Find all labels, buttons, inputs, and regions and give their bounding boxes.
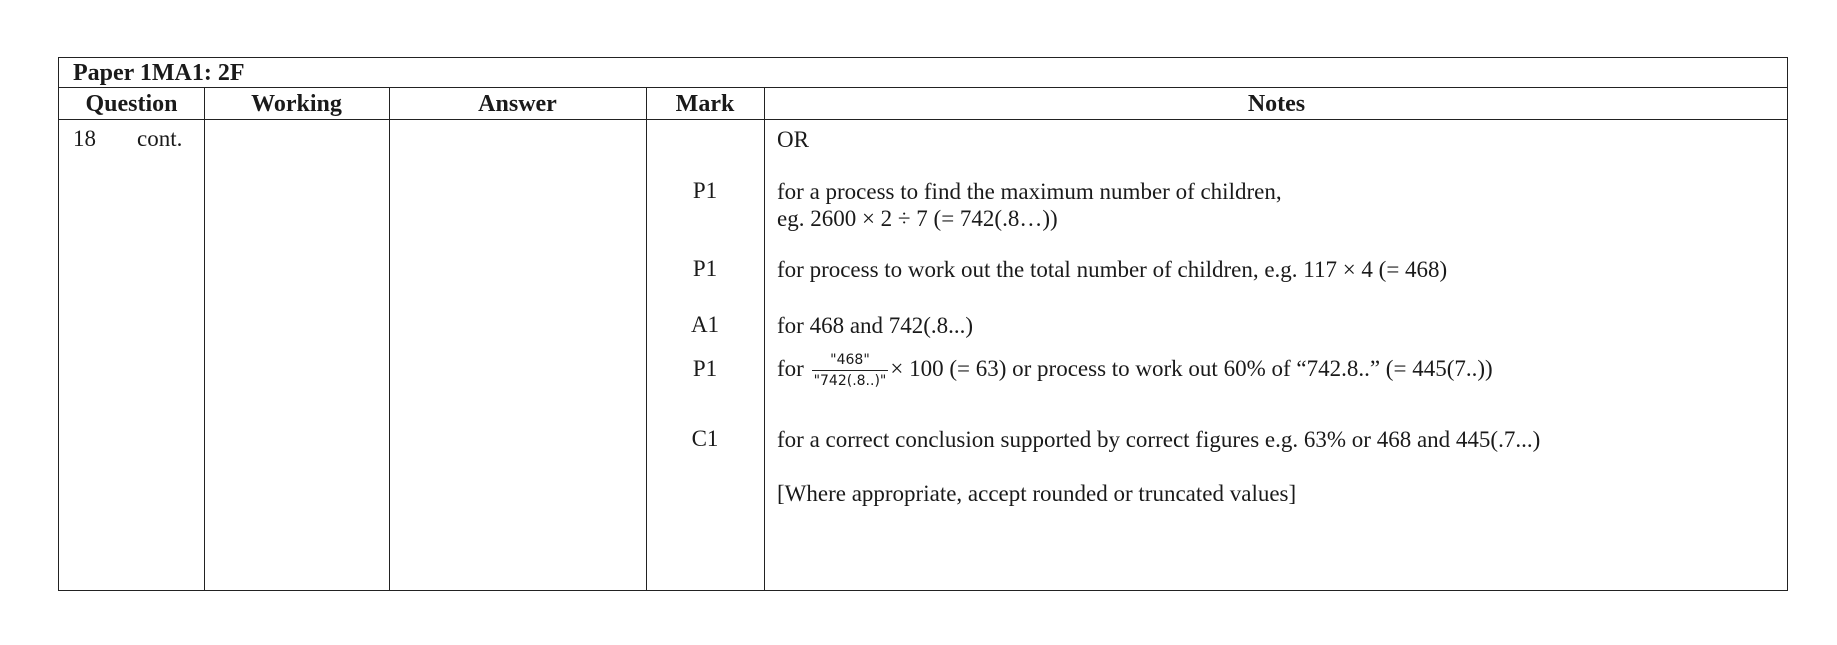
table-body [59,120,1787,590]
fraction-numerator: "468" [812,352,889,371]
note-accept-rounded: [Where appropriate, accept rounded or truncated values] [777,481,1297,506]
header-answer: Answer [478,91,557,117]
fraction-denominator: "742(.8..)" [813,373,887,389]
header-working: Working [251,91,342,117]
note-conclusion: for a correct conclusion supported by correct figures e.g. 63% or 468 and 445(.7...) [777,427,1541,452]
mark-p1-total: P1 [692,256,718,281]
question-number: 18 [73,126,96,151]
note-prefix: for [777,355,804,381]
header-notes: Notes [1247,91,1306,117]
fraction [812,352,889,389]
header-mark: Mark [675,91,735,117]
markscheme-table [58,57,1788,591]
mark-c1: C1 [691,426,719,451]
mark-a1: A1 [690,312,720,337]
paper-title: Paper 1MA1: 2F [59,58,1787,88]
header-question: Question [85,91,178,117]
note-suffix: × 100 (= 63) or process to work out 60% of “742.8..” (= 445(7..)) [890,355,1493,381]
mark-p1-maximum: P1 [692,178,718,203]
note-line: eg. 2600 × 2 ÷ 7 (= 742(.8…)) [777,206,1058,231]
question-continued: cont. [137,126,183,151]
note-percentage [777,352,1493,389]
mark-p1-percentage: P1 [692,356,718,381]
note-maximum-children [777,178,1282,232]
note-total-children: for process to work out the total number of children, e.g. 117 × 4 (= 468) [777,257,1448,282]
note-or: OR [777,127,809,152]
header-row [59,88,1787,120]
note-a1: for 468 and 742(.8...) [777,313,974,338]
note-line: for a process to find the maximum number of children, [777,179,1282,204]
